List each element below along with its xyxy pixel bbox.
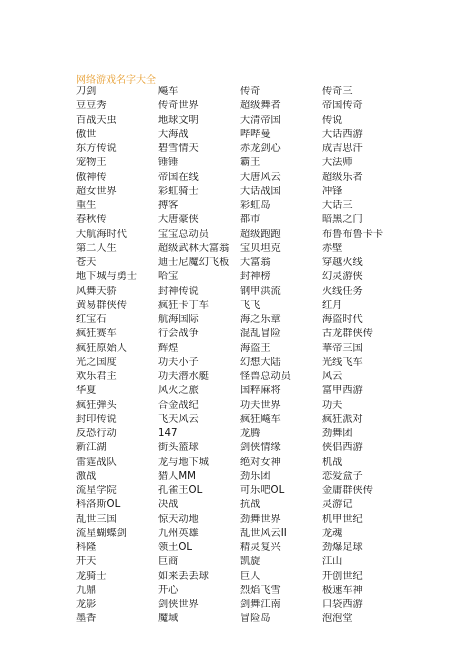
game-name-cell: 雷霆战队 [76,456,117,468]
game-name-cell: 功夫小子 [158,356,199,368]
game-name-cell: 黄易群侠传 [76,299,127,311]
table-row [76,456,402,470]
game-name-cell: 宝贝坦克 [240,242,281,254]
game-name-cell: 机甲世纪 [322,513,363,525]
game-name-cell: 科隆 [76,542,97,554]
game-name-cell: 成吉思汗 [322,143,363,155]
game-name-cell: 开心 [158,584,179,596]
game-name-cell: 帝国传奇 [322,100,363,112]
table-row [76,584,402,598]
game-name-cell: 地球文明 [158,114,199,126]
game-name-cell: 豆豆秀 [76,100,107,112]
game-name-cell: 科洛斯OL [76,499,121,511]
table-row [76,470,402,484]
game-name-cell: 功夫潜水艇 [158,371,209,383]
game-name-cell: 剑侠世界 [158,599,199,611]
game-name-cell: 灵游记 [322,499,353,511]
game-name-cell: 大法师 [322,157,353,169]
table-row [76,541,402,555]
game-name-cell: 口袋西游 [322,599,363,611]
game-name-cell: 海之乐章 [240,314,281,326]
game-name-cell: 极速车神 [322,584,363,596]
game-name-cell: 搏客 [158,200,179,212]
table-row [76,498,402,512]
game-name-cell: 哈宝 [158,271,179,283]
game-name-cell: 激战 [76,470,97,482]
table-row [76,99,402,113]
game-name-cell: 彩虹岛 [240,200,271,212]
game-name-cell: 国粹麻将 [240,385,281,397]
game-name-cell: 大话战国 [240,185,281,197]
game-name-cell: 红月 [322,299,343,311]
game-name-cell: 暗黑之门 [322,214,363,226]
game-name-cell: 碧雪情天 [158,143,199,155]
game-name-cell: 赤龙剑心 [240,143,281,155]
game-name-cell: 华夏 [76,385,97,397]
game-name-cell: 江山 [322,556,343,568]
table-row [76,128,402,142]
game-name-cell: 孔雀王OL [158,485,203,497]
game-name-cell: 百战天虫 [76,114,117,126]
game-name-cell: 重生 [76,200,97,212]
game-name-cell: 航海国际 [158,314,199,326]
game-name-cell: 猎人MM [158,470,196,482]
game-name-cell: 大话三 [322,200,353,212]
game-name-cell: 龙影 [76,599,97,611]
game-name-cell: 欢乐君主 [76,371,117,383]
game-name-cell: 大航海时代 [76,228,127,240]
table-row [76,171,402,185]
game-name-cell: 九州英雄 [158,527,199,539]
game-name-cell: 乱世三国 [76,513,117,525]
game-name-cell: 封印传说 [76,413,117,425]
game-name-cell: 怪兽总动员 [240,371,291,383]
table-row [76,598,402,612]
game-name-cell: 合金战纪 [158,399,199,411]
table-row [76,399,402,413]
game-name-cell: 风云 [322,371,343,383]
game-name-cell: 开创世纪 [322,570,363,582]
game-name-cell: 地下城与勇士 [76,271,138,283]
table-row [76,85,402,99]
game-name-cell: 红宝石 [76,314,107,326]
game-name-cell: 开天 [76,556,97,568]
game-name-cell: 劲舞团 [322,428,353,440]
table-row [76,156,402,170]
game-name-cell: 赤壁 [322,242,343,254]
game-name-cell: 超级跑跑 [240,228,281,240]
game-name-cell: 街头篮球 [158,442,199,454]
game-name-cell: 九鼎 [76,584,97,596]
game-name-cell: 恋爱盒子 [322,470,363,482]
table-row [76,228,402,242]
game-name-cell: 傲世 [76,128,97,140]
table-row [76,142,402,156]
game-name-cell: 巨商 [158,556,179,568]
game-name-cell: 海盗王 [240,342,271,354]
game-name-cell: 风火之旅 [158,385,199,397]
game-name-cell: 超级武林大富翁 [158,242,230,254]
game-name-cell: 惊天动地 [158,513,199,525]
game-name-cell: 流星学院 [76,485,117,497]
game-name-cell: 反恐行动 [76,428,117,440]
table-row [76,185,402,199]
game-name-cell: 金庸群侠传 [322,485,373,497]
game-name-cell: 大唐风云 [240,171,281,183]
game-name-table [76,85,402,627]
game-name-cell: 传奇 [240,86,261,98]
game-name-cell: 封神榜 [240,271,271,283]
document-title: 网络游戏名字大全 [76,75,156,86]
game-name-cell: 海盗时代 [322,314,363,326]
game-name-cell: 墨香 [76,613,97,625]
game-name-cell: 刀剑 [76,86,97,98]
game-name-cell: 春秋传 [76,214,107,226]
game-name-cell: 劲舞世界 [240,513,281,525]
game-name-cell: 超级舞者 [240,100,281,112]
game-name-cell: 流星蝴蝶剑 [76,527,127,539]
game-name-cell: 富甲西游 [322,385,363,397]
game-name-cell: 龙与地下城 [158,456,209,468]
game-name-cell: 传奇三 [322,86,353,98]
game-name-cell: 绝对女神 [240,456,281,468]
game-name-cell: 龙腾 [240,428,261,440]
table-row [76,213,402,227]
game-name-cell: 疯狂卡丁车 [158,299,209,311]
game-name-cell: 传奇世界 [158,100,199,112]
table-row [76,299,402,313]
game-name-cell: 大海战 [158,128,189,140]
game-name-cell: 疯狂原始人 [76,342,127,354]
game-name-cell: 穿越火线 [322,257,363,269]
game-name-cell: 幻灵游侠 [322,271,363,283]
game-name-cell: 第二人生 [76,242,117,254]
game-name-cell: 精灵复兴 [240,542,281,554]
game-name-cell: 帝国在线 [158,171,199,183]
game-name-cell: 泡泡堂 [322,613,353,625]
table-row [76,612,402,626]
game-name-cell: 苍天 [76,257,97,269]
game-name-cell: 霸王 [240,157,261,169]
game-name-cell: 大清帝国 [240,114,281,126]
game-name-cell: 决战 [158,499,179,511]
table-row [76,441,402,455]
table-row [76,484,402,498]
game-name-cell: 布鲁布鲁卡卡 [322,228,384,240]
game-name-cell: 疯狂弹头 [76,399,117,411]
game-name-cell: 飞天风云 [158,413,199,425]
game-name-cell: 凯旋 [240,556,261,568]
game-name-cell: 乱世风云II [240,527,287,539]
game-name-cell: 锤锤 [158,157,179,169]
game-name-cell: 都市 [240,214,261,226]
game-name-cell: 哔哔曼 [240,128,271,140]
game-name-cell: 超女世界 [76,185,117,197]
game-name-cell: 如来丢丢球 [158,570,209,582]
game-name-cell: 宝宝总动员 [158,228,209,240]
game-name-cell: 侠侣西游 [322,442,363,454]
game-name-cell: 彩虹骑士 [158,185,199,197]
game-name-cell: 剑侠情缘 [240,442,281,454]
game-name-cell: 光线飞车 [322,356,363,368]
game-name-cell: 疯狂赛车 [76,328,117,340]
game-name-cell: 冒险岛 [240,613,271,625]
table-row [76,313,402,327]
game-name-cell: 劲爆足球 [322,542,363,554]
game-name-cell: 领土OL [158,542,193,554]
game-name-cell: 飚车 [158,86,179,98]
table-row [76,555,402,569]
game-name-cell: 混乱冒险 [240,328,281,340]
game-name-cell: 疯狂派对 [322,413,363,425]
game-name-cell: 超级乐者 [322,171,363,183]
game-name-cell: 传说 [322,114,343,126]
game-name-cell: 宠物王 [76,157,107,169]
game-name-cell: 风舞天骄 [76,285,117,297]
game-name-cell: 钢甲洪流 [240,285,281,297]
table-row [76,270,402,284]
table-row [76,427,402,441]
table-row [76,114,402,128]
table-row [76,370,402,384]
game-name-cell: 光之国度 [76,356,117,368]
game-name-cell: 大富翁 [240,257,271,269]
table-row [76,413,402,427]
table-row [76,256,402,270]
game-name-cell: 飞飞 [240,299,261,311]
game-name-cell: 大唐豪侠 [158,214,199,226]
game-name-cell: 功夫世界 [240,399,281,411]
game-name-cell: 龙魂 [322,527,343,539]
game-name-cell: 行会战争 [158,328,199,340]
table-row [76,242,402,256]
game-name-cell: 劲乐团 [240,470,271,482]
table-row [76,570,402,584]
game-name-cell: 新江湖 [76,442,107,454]
game-name-cell: 疯狂飚车 [240,413,281,425]
game-name-cell: 147 [158,428,178,440]
game-name-cell: 烈焰飞雪 [240,584,281,596]
game-name-cell: 封神传说 [158,285,199,297]
game-name-cell: 龙骑士 [76,570,107,582]
game-name-cell: 功夫 [322,399,343,411]
game-name-cell: 迪士尼魔幻飞板 [158,257,230,269]
game-name-cell: 巨人 [240,570,261,582]
game-name-cell: 火线任务 [322,285,363,297]
table-row [76,527,402,541]
table-row [76,513,402,527]
game-name-cell: 傲神传 [76,171,107,183]
game-name-cell: 抗战 [240,499,261,511]
game-name-cell: 幻想大陆 [240,356,281,368]
table-row [76,327,402,341]
table-row [76,342,402,356]
table-row [76,285,402,299]
game-name-cell: 古龙群侠传 [322,328,373,340]
game-name-cell: 大话西游 [322,128,363,140]
game-name-cell: 机战 [322,456,343,468]
game-name-cell: 冲锋 [322,185,343,197]
game-name-cell: 辉煌 [158,342,179,354]
table-row [76,384,402,398]
table-row [76,356,402,370]
game-name-cell: 華帝三国 [322,342,363,354]
game-name-cell: 可乐吧OL [240,485,285,497]
game-name-cell: 东方传说 [76,143,117,155]
table-row [76,199,402,213]
game-name-cell: 魔域 [158,613,179,625]
game-name-cell: 剑舞江南 [240,599,281,611]
